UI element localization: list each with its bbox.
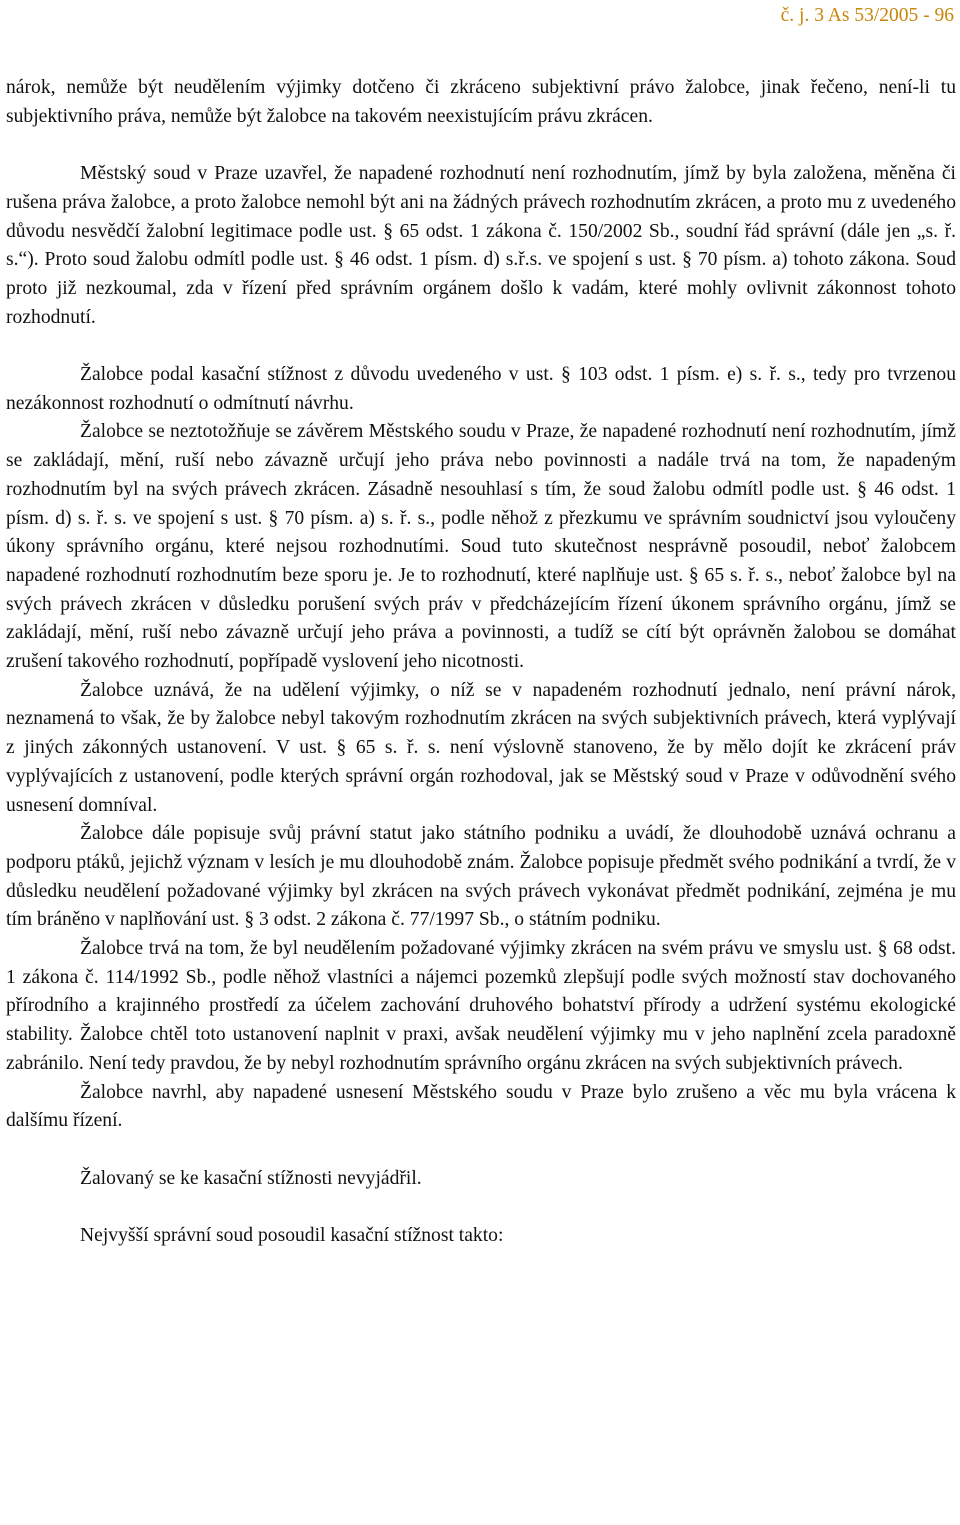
- case-number-header: č. j. 3 As 53/2005 - 96: [780, 5, 954, 26]
- paragraph-10: Nejvyšší správní soud posoudil kasační stížnost takto:: [80, 1225, 504, 1247]
- paragraph-3: Žalobce podal kasační stížnost z důvodu uvedeného v ust. § 103 odst. 1 písm. e) s. ř. s., tedy pro tvrzenou nezákonnost rozhodnutí o odmítnutí návrhu.: [6, 364, 956, 414]
- paragraph-6: Žalobce dále popisuje svůj právní statut jako státního podniku a uvádí, že dlouhodobě uznává ochranu a podporu ptáků, jejichž význam v lesích je mu dlouhodobě znám. Žalobce popisuje předmět svého podnikání a tvrdí, že v důsledku neudělení požadované výjimky byl zkrácen na svých právech vykonávat předmět podnikání, zejména je mu tím bráněno v naplňování ust. § 3 odst. 2 zákona č. 77/1997 Sb., o státním podniku.: [6, 823, 956, 931]
- paragraph-1: nárok, nemůže být neudělením výjimky dotčeno či zkráceno subjektivní právo žalobce, jinak řečeno, není-li tu subjektivního práva, nemůže být žalobce na takovém neexistujícím právu zkrácen.: [6, 77, 956, 127]
- document-body: [6, 74, 956, 1251]
- paragraph-5: Žalobce uznává, že na udělení výjimky, o níž se v napadeném rozhodnutí jednalo, není právní nárok, neznamená to však, že by žalobce nebyl takovým rozhodnutím zkrácen na svých subjektivních právech, která vyplývají z jiných zákonných ustanovení. V ust. § 65 s. ř. s. není výslovně stanoveno, že by mělo dojít ke zkrácení práv vyplývajících z ustanovení, podle kterých správní orgán rozhodoval, jak se Městský soud v Praze v odůvodnění svého usnesení domníval.: [6, 679, 956, 816]
- paragraph-9: Žalovaný se ke kasační stížnosti nevyjádřil.: [80, 1167, 422, 1189]
- paragraph-7: Žalobce trvá na tom, že byl neudělením požadované výjimky zkrácen na svém právu ve smyslu ust. § 68 odst. 1 zákona č. 114/1992 Sb., podle něhož vlastníci a nájemci pozemků zlepšují podle svých možností stav dochovaného přírodního a krajinného prostředí za účelem zachování druhového bohatství přírody a udržení systému ekologické stability. Žalobce chtěl toto ustanovení naplnit v praxi, avšak neudělení výjimky mu v jeho naplnění zcela paradoxně zabránilo. Není tedy pravdou, že by nebyl rozhodnutím správního orgánu zkrácen na svých subjektivních právech.: [6, 938, 956, 1074]
- paragraph-2: Městský soud v Praze uzavřel, že napadené rozhodnutí není rozhodnutím, jímž by byla založena, měněna či rušena práva žalobce, a proto žalobce nemohl být ani na žádných právech rozhodnutím zkrácen, a proto mu z uvedeného důvodu nesvědčí žalobní legitimace podle ust. § 65 odst. 1 zákona č. 150/2002 Sb., soudní řád správní (dále jen „s. ř. s.“). Proto soud žalobu odmítl podle ust. § 46 odst. 1 písm. d) s.ř.s. ve spojení s ust. § 70 písm. a) tohoto zákona. Soud proto již nezkoumal, zda v řízení před správním orgánem došlo k vadám, které mohly ovlivnit zákonnost tohoto rozhodnutí.: [6, 163, 956, 328]
- paragraph-8: Žalobce navrhl, aby napadené usnesení Městského soudu v Praze bylo zrušeno a věc mu byla vrácena k dalšímu řízení.: [6, 1081, 956, 1132]
- paragraph-4: Žalobce se neztotožňuje se závěrem Městského soudu v Praze, že napadené rozhodnutí není rozhodnutím, jímž se zakládají, mění, ruší nebo závazně určují jeho práva nebo povinnosti a nadále trvá na tom, že napadeným rozhodnutím byl na svých právech zkrácen. Zásadně nesouhlasí s tím, že soud žalobu odmítl podle ust. § 46 odst. 1 písm. d) s. ř. s. ve spojení s ust. § 70 písm. a) s. ř. s., podle něhož z přezkumu ve správním soudnictví jsou vyloučeny úkony správního orgánu, které nejsou rozhodnutími. Soud tuto skutečnost nesprávně posoudil, neboť žalobcem napadené rozhodnutí rozhodnutím beze sporu je. Je to rozhodnutí, které naplňuje ust. § 65 s. ř. s., neboť žalobce byl na svých právech zkrácen v důsledku porušení svých práv v předcházejícím řízení úkonem správního orgánu, jímž se zakládají, mění, ruší nebo závazně určují jeho práva a povinnosti, a tudíž se cítí být oprávněn žalobou se domáhat zrušení takového rozhodnutí, popřípadě vyslovení jeho nicotnosti.: [6, 421, 956, 673]
